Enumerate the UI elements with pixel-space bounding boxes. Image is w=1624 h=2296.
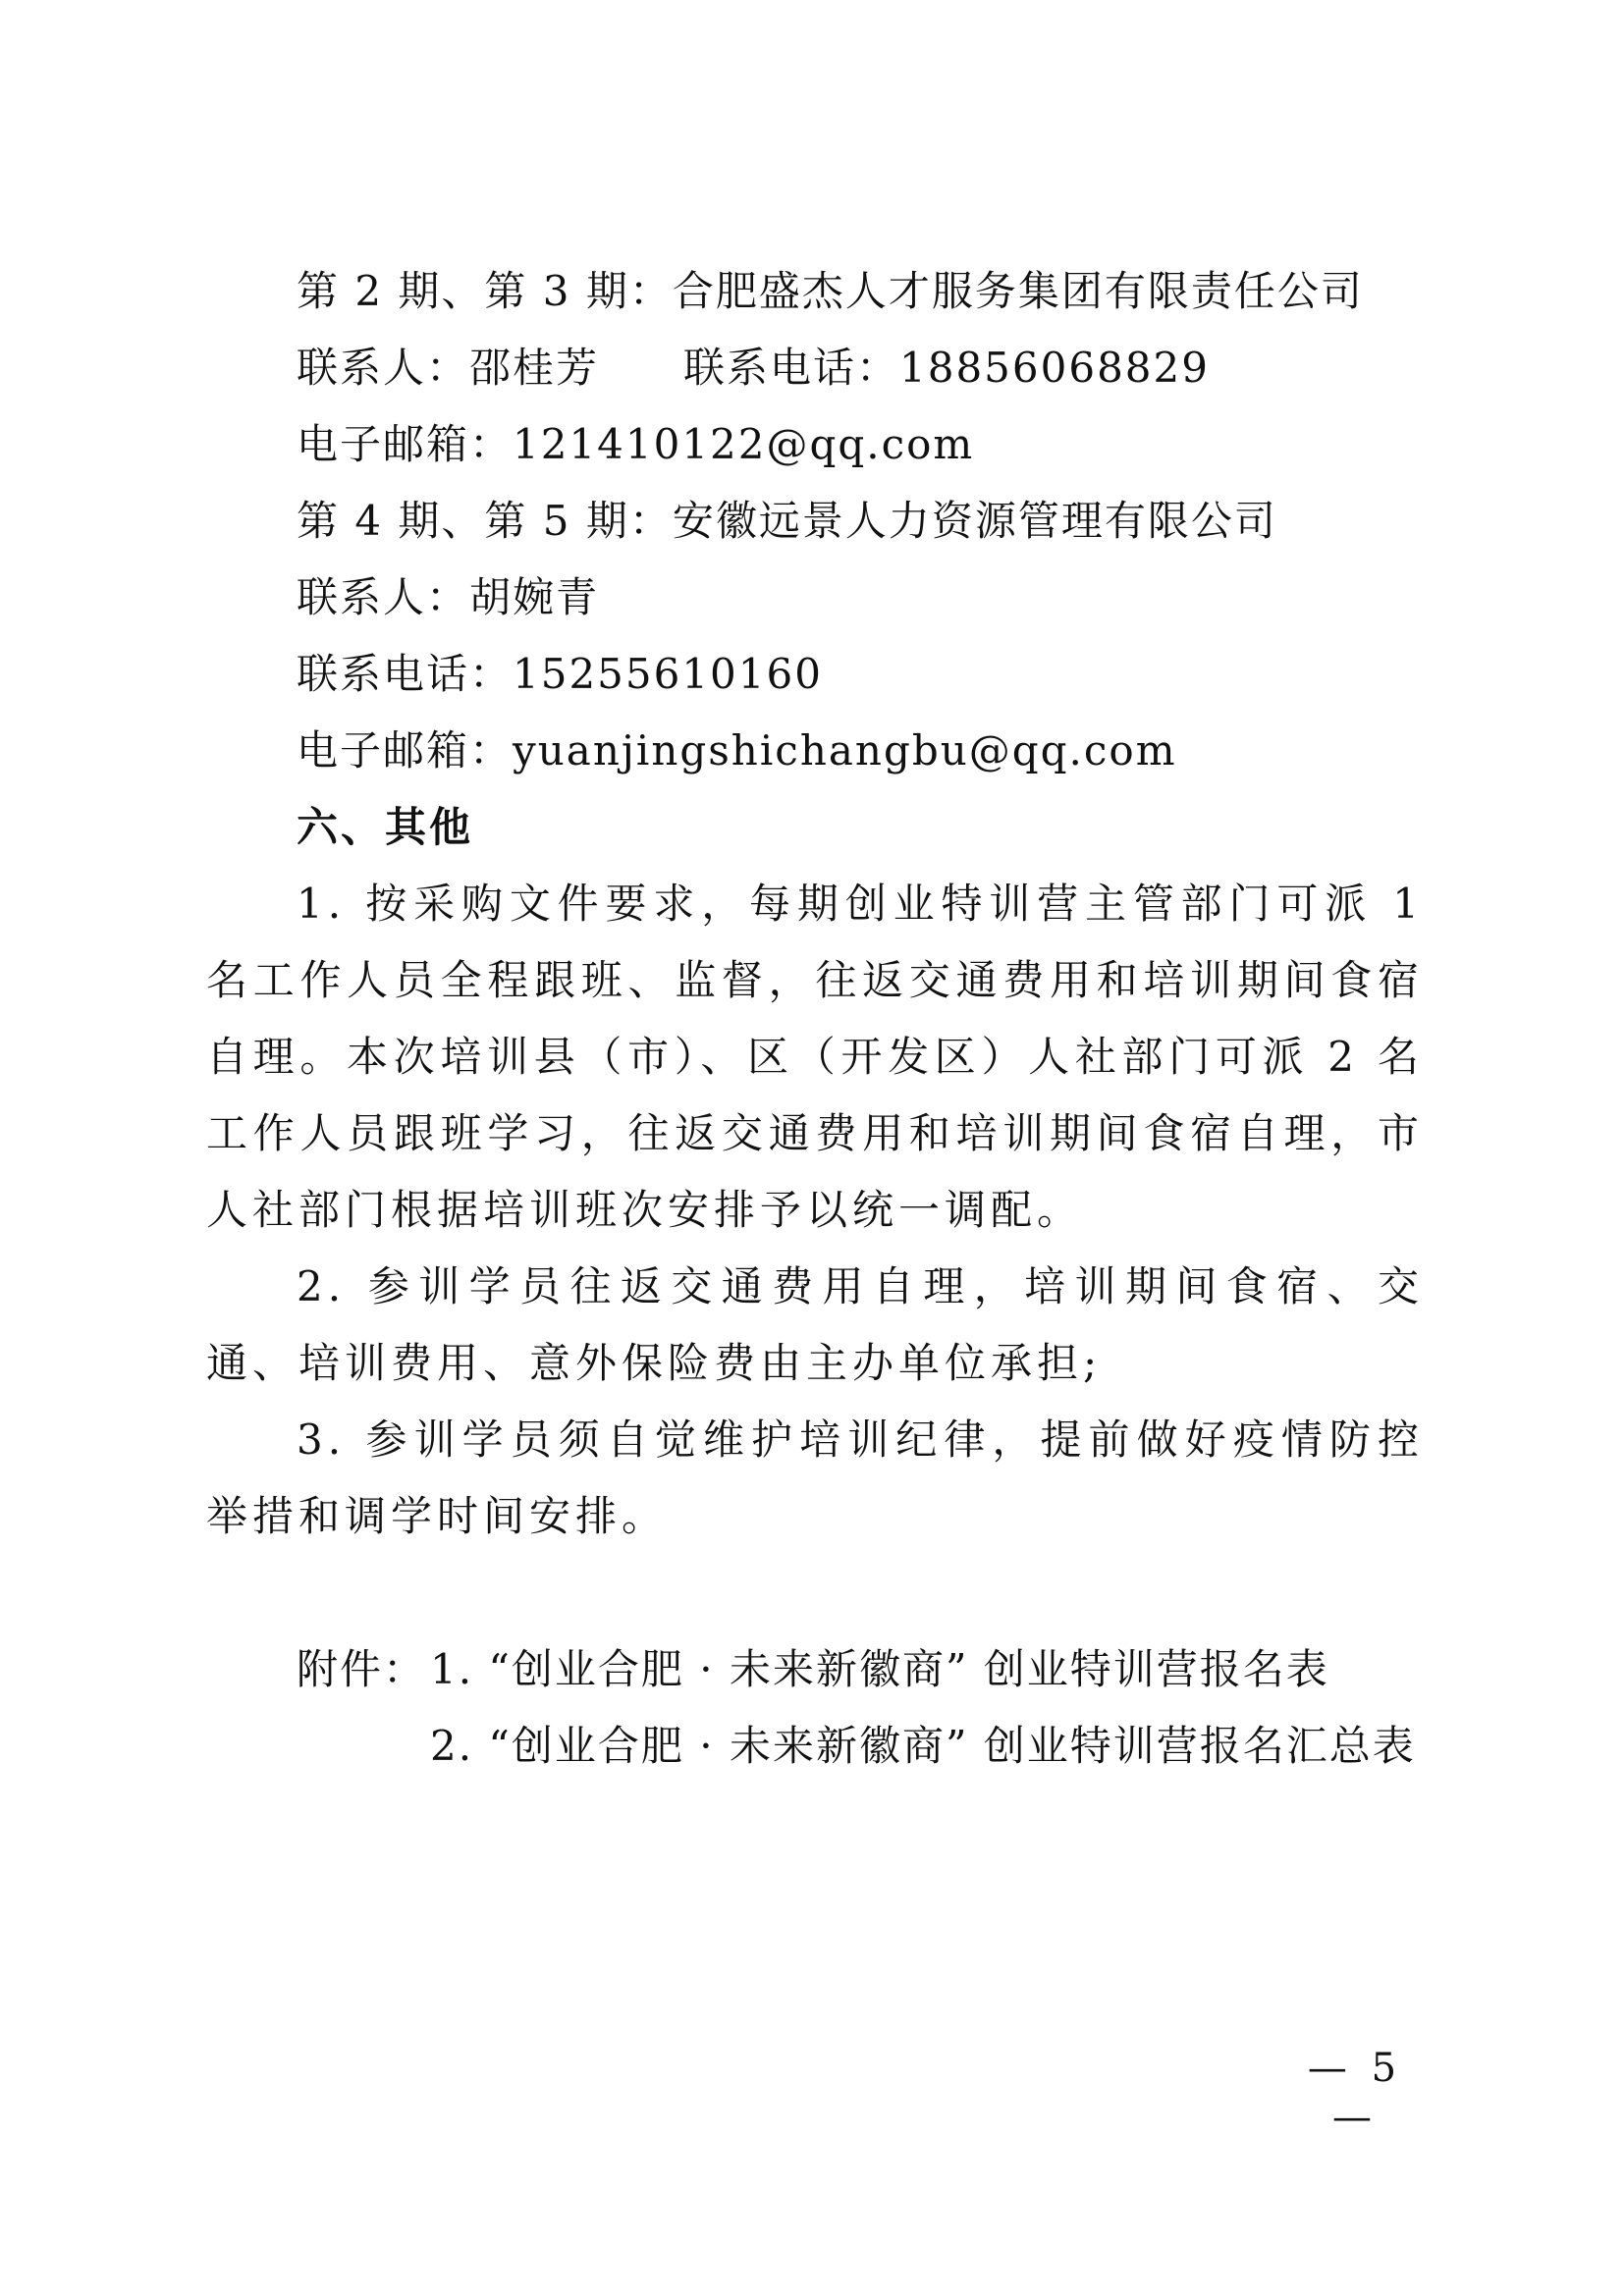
contact-email-1: 电子邮箱：121410122@qq.com [297,420,975,468]
contact-person-1: 联系人：邵桂芳 [297,344,600,392]
other-item-2: 2. 参训学员往返交通费用自理，培训期间食宿、交通、培训费用、意外保险费由主办单位承担; [206,1262,1424,1387]
spacer-before-attachments [206,1555,1424,1631]
attachment-item-1: 1. “创业合肥 · 未来新徽商” 创业特训营报名表 [430,1645,1329,1693]
document-body [206,253,1424,1785]
contact-phone-1: 联系电话：18856068829 [683,344,1210,392]
contact-line-period-2-3: 第 2 期、第 3 期：合肥盛杰人才服务集团有限责任公司 [297,267,1364,315]
attachment-item-2: 2. “创业合肥 · 未来新徽商” 创业特训营报名汇总表 [430,1722,1416,1770]
other-item-1: 1. 按采购文件要求，每期创业特训营主管部门可派 1 名工作人员全程跟班、监督，往返交通费用和培训期间食宿自理。本次培训县（市）、区（开发区）人社部门可派 2 名工作人员跟班学习，往返交通费用和培训期间食宿自理，市人社部门根据培训班次安排予以统一调配。 [206,880,1424,1234]
section-heading-other: 六、其他 [297,803,474,851]
attachment-row-2 [206,1708,1424,1785]
attachment-row-1 [206,1631,1424,1708]
contact-email-2: 电子邮箱：yuanjingshichangbu@qq.com [297,726,1177,774]
page-number: — 5 — [1307,2046,1403,2140]
contact-line-person-phone [206,330,1424,406]
contact-line-period-4-5: 第 4 期、第 5 期：安徽远景人力资源管理有限公司 [297,497,1277,545]
contact-person-2: 联系人：胡婉青 [297,573,600,621]
attachment-label: 附件： [297,1645,427,1693]
contact-phone-2: 联系电话：15255610160 [297,650,823,698]
other-item-3: 3. 参训学员须自觉维护培训纪律，提前做好疫情防控举措和调学时间安排。 [206,1415,1424,1540]
